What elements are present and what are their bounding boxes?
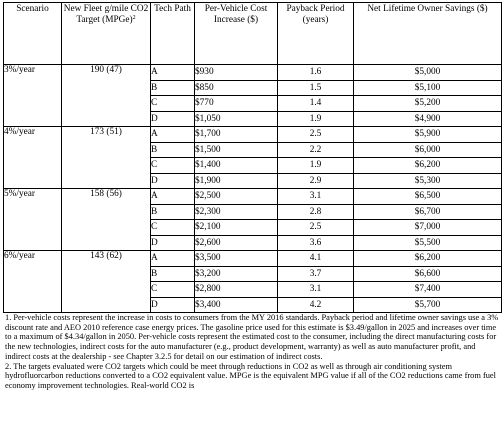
tech-path-cell: D xyxy=(151,297,195,313)
savings-cell: $5,100 xyxy=(354,80,502,96)
table-row xyxy=(4,127,502,143)
payback-cell: 1.5 xyxy=(278,80,354,96)
cost-cell: $1,400 xyxy=(195,158,278,174)
savings-cell: $6,500 xyxy=(354,189,502,205)
header-scenario: Scenario xyxy=(4,3,62,65)
savings-cell: $5,900 xyxy=(354,127,502,143)
table-row xyxy=(4,189,502,205)
savings-cell: $6,700 xyxy=(354,204,502,220)
savings-cell: $6,200 xyxy=(354,251,502,267)
tech-path-cell: D xyxy=(151,235,195,251)
tech-path-cell: C xyxy=(151,158,195,174)
header-savings: Net Lifetime Owner Savings ($) xyxy=(354,3,502,65)
header-target-text: New Fleet g/mile CO2 Target (MPGe) xyxy=(63,4,149,25)
footnote-1: 1. Per-vehicle costs represent the increase in costs to consumers from the MY 2016 standards. Payback period and lifetime owner savings use a 3% discount rate and AEO 2010 reference case energy prices. The gasoline price used for this estimate is $3.49/gallon in 2025 and increases over time to a maximum of $4.34/gallon in 2050. Per-vehicle costs represent the estimated cost to the consumer, including the direct manufacturing costs for the new technologies, indirect costs for the auto manufacturer (e.g., product development, warranty) as well as auto manufacturer profit, and indirect costs at the dealership - see Chapter 3.2.5 for detail on our estimation of indirect costs. xyxy=(5,313,499,361)
table-row xyxy=(4,65,502,81)
cost-cell: $3,200 xyxy=(195,266,278,282)
cost-cell: $3,500 xyxy=(195,251,278,267)
table-row xyxy=(4,251,502,267)
payback-cell: 4.2 xyxy=(278,297,354,313)
payback-cell: 1.6 xyxy=(278,65,354,81)
savings-cell: $5,300 xyxy=(354,173,502,189)
cost-cell: $1,050 xyxy=(195,111,278,127)
payback-cell: 1.9 xyxy=(278,111,354,127)
tech-path-cell: A xyxy=(151,127,195,143)
target-cell: 143 (62) xyxy=(62,251,151,313)
cost-cell: $1,700 xyxy=(195,127,278,143)
savings-cell: $5,500 xyxy=(354,235,502,251)
header-target xyxy=(62,3,151,65)
target-cell: 190 (47) xyxy=(62,65,151,127)
tech-path-cell: C xyxy=(151,282,195,298)
payback-cell: 2.2 xyxy=(278,142,354,158)
cost-cell: $3,400 xyxy=(195,297,278,313)
tech-path-cell: A xyxy=(151,251,195,267)
cost-cell: $2,800 xyxy=(195,282,278,298)
cost-cell: $2,300 xyxy=(195,204,278,220)
payback-cell: 2.5 xyxy=(278,220,354,236)
payback-cell: 1.9 xyxy=(278,158,354,174)
footnotes xyxy=(5,313,500,434)
savings-cell: $6,600 xyxy=(354,266,502,282)
tech-path-cell: C xyxy=(151,220,195,236)
savings-cell: $5,700 xyxy=(354,297,502,313)
header-tech-path: Tech Path xyxy=(151,3,195,65)
tech-path-cell: A xyxy=(151,65,195,81)
cost-cell: $850 xyxy=(195,80,278,96)
payback-cell: 3.6 xyxy=(278,235,354,251)
savings-cell: $5,000 xyxy=(354,65,502,81)
savings-cell: $7,400 xyxy=(354,282,502,298)
payback-cell: 2.9 xyxy=(278,173,354,189)
footnote-ref: 2 xyxy=(132,14,136,21)
tech-path-cell: B xyxy=(151,204,195,220)
tech-path-cell: A xyxy=(151,189,195,205)
target-cell: 173 (51) xyxy=(62,127,151,189)
header-row xyxy=(4,3,502,65)
scenario-cell: 6%/year xyxy=(4,251,62,313)
cost-cell: $2,100 xyxy=(195,220,278,236)
tech-path-cell: B xyxy=(151,142,195,158)
savings-cell: $7,000 xyxy=(354,220,502,236)
cost-cell: $2,500 xyxy=(195,189,278,205)
payback-cell: 3.1 xyxy=(278,189,354,205)
cost-cell: $2,600 xyxy=(195,235,278,251)
payback-cell: 4.1 xyxy=(278,251,354,267)
header-payback: Payback Period (years) xyxy=(278,3,354,65)
savings-cell: $4,900 xyxy=(354,111,502,127)
payback-cell: 1.4 xyxy=(278,96,354,112)
cost-cell: $770 xyxy=(195,96,278,112)
cost-cell: $1,900 xyxy=(195,173,278,189)
tech-path-cell: B xyxy=(151,80,195,96)
savings-cell: $6,000 xyxy=(354,142,502,158)
cost-cell: $930 xyxy=(195,65,278,81)
results-table xyxy=(3,2,502,313)
payback-cell: 2.5 xyxy=(278,127,354,143)
savings-cell: $5,200 xyxy=(354,96,502,112)
payback-cell: 3.1 xyxy=(278,282,354,298)
cost-cell: $1,500 xyxy=(195,142,278,158)
tech-path-cell: B xyxy=(151,266,195,282)
payback-cell: 3.7 xyxy=(278,266,354,282)
payback-cell: 2.8 xyxy=(278,204,354,220)
scenario-cell: 4%/year xyxy=(4,127,62,189)
target-cell: 158 (56) xyxy=(62,189,151,251)
savings-cell: $6,200 xyxy=(354,158,502,174)
scenario-cell: 3%/year xyxy=(4,65,62,127)
tech-path-cell: D xyxy=(151,173,195,189)
header-cost: Per-Vehicle Cost Increase ($) xyxy=(195,3,278,65)
tech-path-cell: D xyxy=(151,111,195,127)
tech-path-cell: C xyxy=(151,96,195,112)
footnote-2: 2. The targets evaluated were CO2 targets which could be meet through reductions in CO2 as well as through air conditioning system hydrofluorcarbon reductions converted to a CO2 equivalent value. MPGe is the equivalent MPG value if all of the CO2 reductions came from fuel economy improvement technologies. Real-world CO2 is xyxy=(5,361,496,390)
scenario-cell: 5%/year xyxy=(4,189,62,251)
table-body xyxy=(4,65,502,313)
